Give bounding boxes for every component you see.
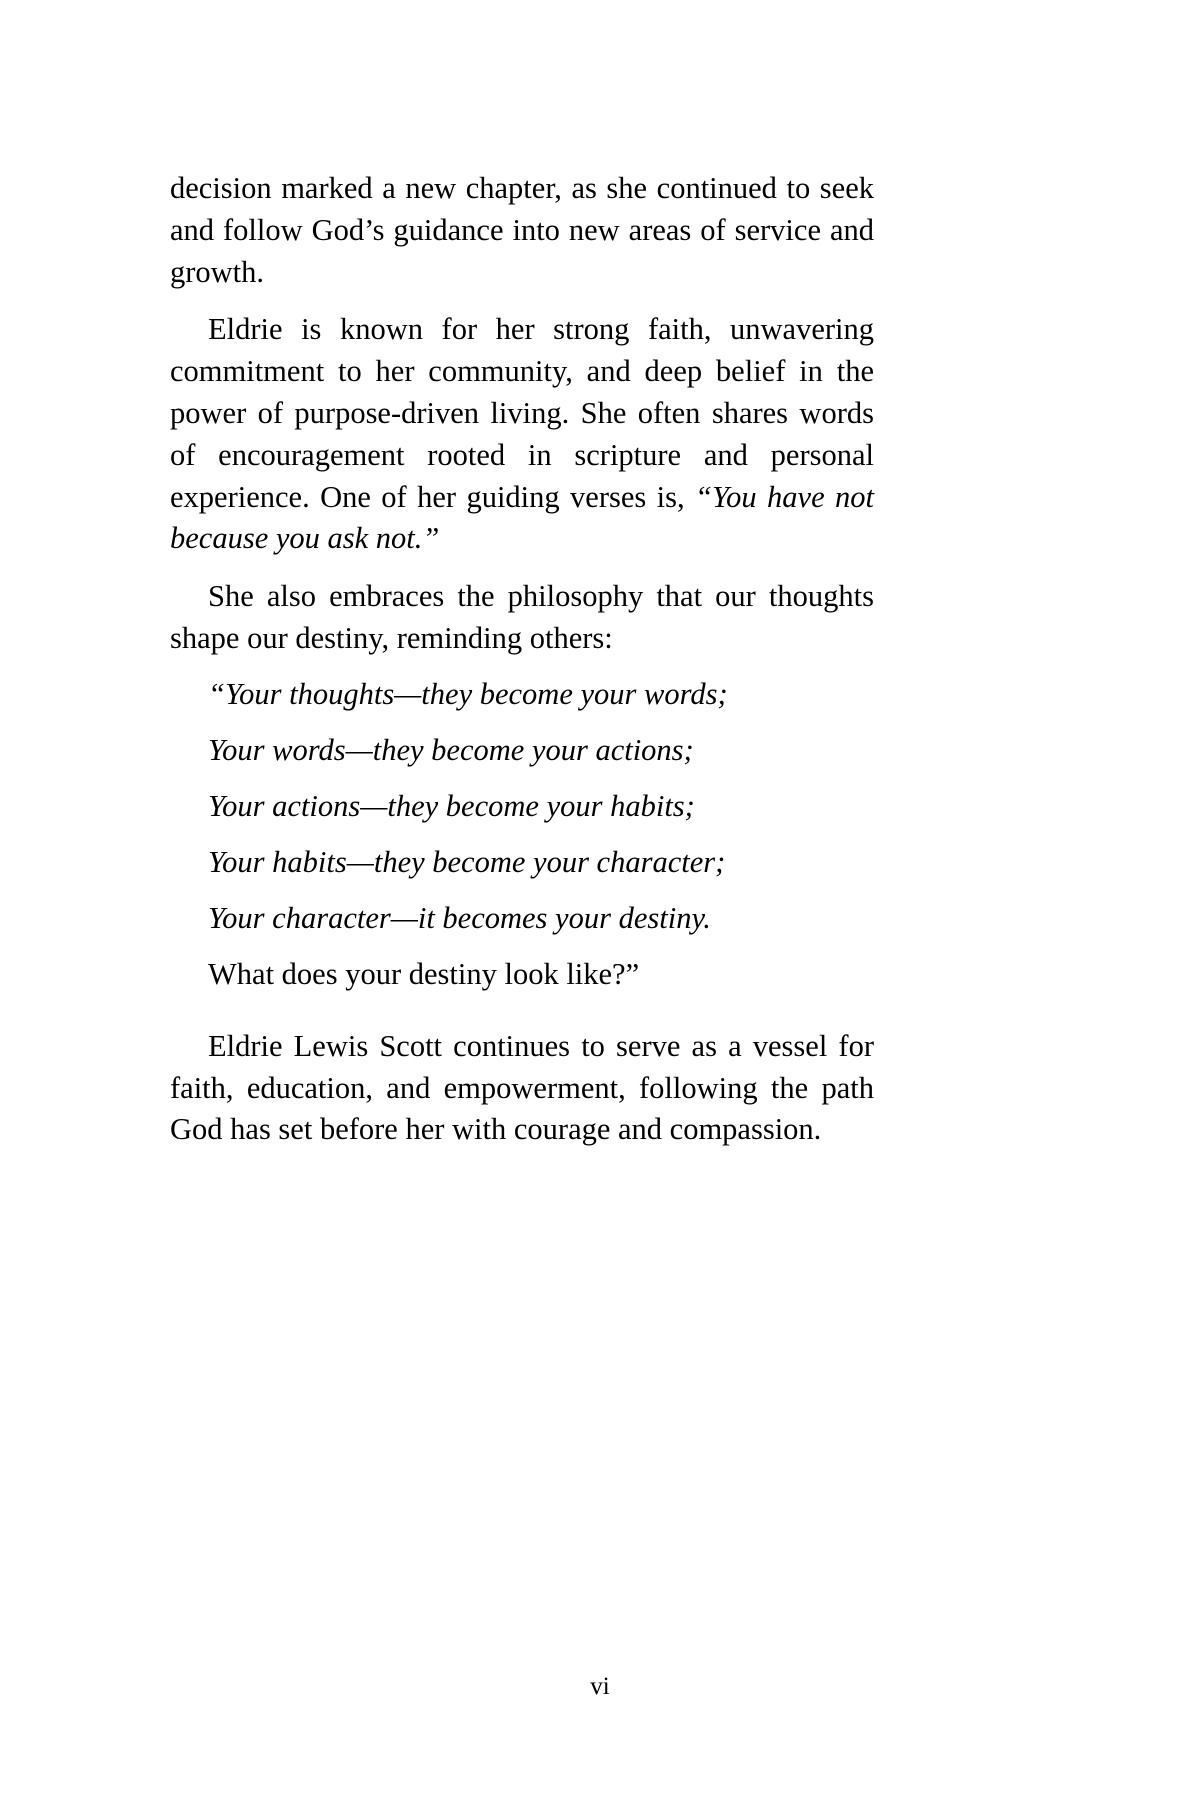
verse-block: [170, 674, 874, 1010]
guiding-verse-quote: “You have not because you ask not.”: [170, 479, 874, 556]
page-number: vi: [590, 1673, 610, 1700]
verse-line-habits: Your habits—they become your character;: [208, 844, 726, 879]
paragraph-closing: Eldrie Lewis Scott continues to serve as a vessel for faith, education, and empowerment, following the path God has set before her with courage and compassion.: [170, 1028, 874, 1147]
verse-line-character: Your character—it becomes your destiny.: [208, 900, 711, 935]
paragraph-continuation: decision marked a new chapter, as she continued to seek and follow God’s guidance into new areas of service and growth.: [170, 171, 874, 289]
paragraph-known-for: [170, 309, 874, 560]
verse-line-actions: Your actions—they become your habits;: [208, 788, 695, 823]
verse-line-thoughts: “Your thoughts—they become your words;: [208, 676, 728, 711]
page-text-block: [170, 168, 874, 1151]
paragraph-philosophy: She also embraces the philosophy that our thoughts shape our destiny, reminding others:: [170, 579, 874, 655]
verse-line-words: Your words—they become your actions;: [208, 732, 694, 767]
paragraph-known-for-lead: Eldrie is known for her strong faith, unwavering commitment to her community, and deep belief in the power of purpose-driven living. She often shares words of encouragement rooted in scripture and personal experience. One of her guiding verses is,: [170, 312, 874, 514]
verse-line-question: What does your destiny look like?”: [208, 956, 640, 991]
